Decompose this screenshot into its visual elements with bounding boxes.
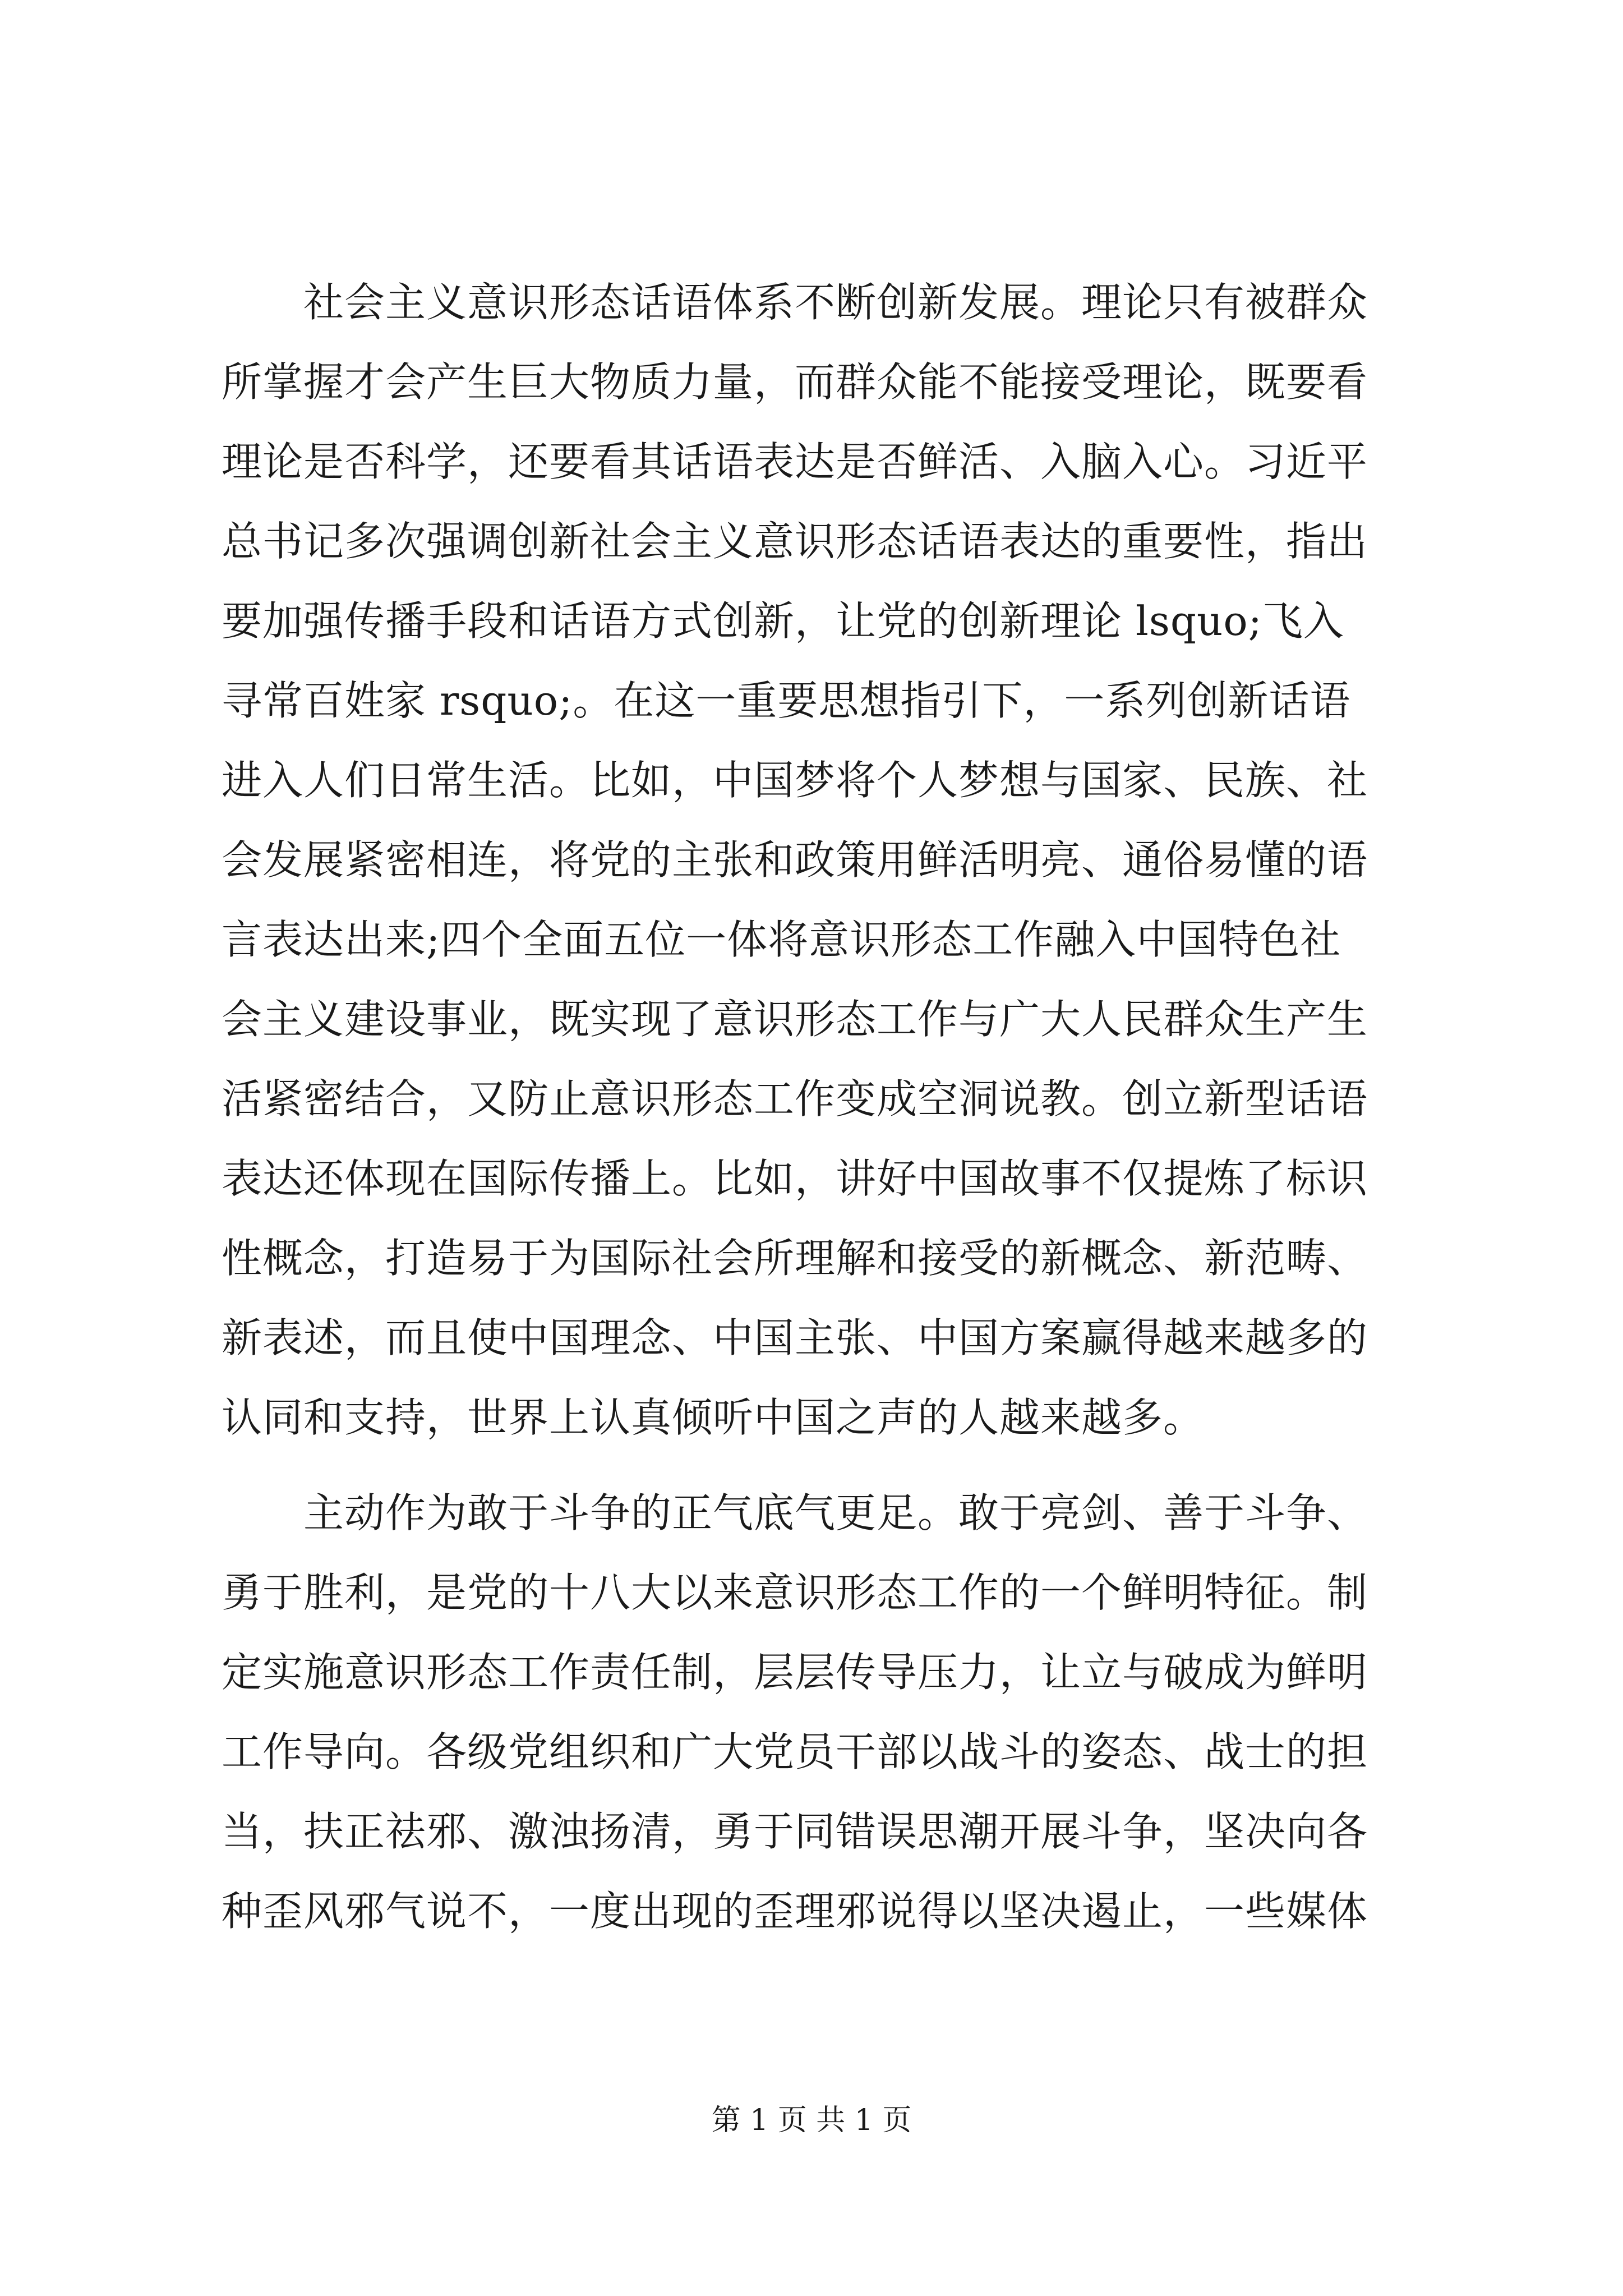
- text-line: 工作导向。各级党组织和广大党员干部以战斗的姿态、战士的担: [222, 1728, 1368, 1775]
- text-line: 进入人们日常生活。比如，中国梦将个人梦想与国家、民族、社: [222, 757, 1368, 804]
- text-line: 理论是否科学，还要看其话语表达是否鲜活、入脑入心。习近平: [222, 438, 1368, 485]
- paragraph-spacing: [222, 1457, 1416, 1473]
- text-line: 勇于胜利，是党的十八大以来意识形态工作的一个鲜明特征。制: [222, 1569, 1368, 1616]
- document-body: [222, 263, 1416, 1951]
- text-line: 所掌握才会产生巨大物质力量，而群众能不能接受理论，既要看: [222, 358, 1368, 406]
- text-line: 会发展紧密相连，将党的主张和政策用鲜活明亮、通俗易懂的语: [222, 836, 1368, 884]
- text-line: 定实施意识形态工作责任制，层层传导压力，让立与破成为鲜明: [222, 1649, 1368, 1696]
- text-line: 主动作为敢于斗争的正气底气更足。敢于亮剑、善于斗争、: [222, 1489, 1368, 1536]
- text-line: 活紧密结合，又防止意识形态工作变成空洞说教。创立新型话语: [222, 1075, 1368, 1122]
- text-line: 性概念，打造易于为国际社会所理解和接受的新概念、新范畴、: [222, 1235, 1368, 1282]
- text-line: 要加强传播手段和话语方式创新，让党的创新理论 lsquo;飞入: [222, 597, 1344, 645]
- text-line: 总书记多次强调创新社会主义意识形态话语表达的重要性，指出: [222, 518, 1368, 565]
- text-line: 寻常百姓家 rsquo;。在这一重要思想指引下，一系列创新话语: [222, 677, 1351, 724]
- text-line: 社会主义意识形态话语体系不断创新发展。理论只有被群众: [222, 279, 1368, 326]
- text-line: 表达还体现在国际传播上。比如，讲好中国故事不仅提炼了标识: [222, 1155, 1368, 1202]
- text-line: 种歪风邪气说不，一度出现的歪理邪说得以坚决遏止，一些媒体: [222, 1888, 1368, 1935]
- text-line: 当，扶正祛邪、激浊扬清，勇于同错误思潮开展斗争，坚决向各: [222, 1808, 1368, 1855]
- text-line: 新表述，而且使中国理念、中国主张、中国方案赢得越来越多的: [222, 1314, 1368, 1361]
- text-line: 认同和支持，世界上认真倾听中国之声的人越来越多。: [222, 1394, 1205, 1441]
- paragraph-1: [222, 263, 1416, 1457]
- text-line: 会主义建设事业，既实现了意识形态工作与广大人民群众生产生: [222, 996, 1368, 1043]
- paragraph-2: [222, 1473, 1416, 1951]
- text-line: 言表达出来;四个全面五位一体将意识形态工作融入中国特色社: [222, 916, 1341, 963]
- page-number-footer: 第 1 页 共 1 页: [711, 2104, 912, 2137]
